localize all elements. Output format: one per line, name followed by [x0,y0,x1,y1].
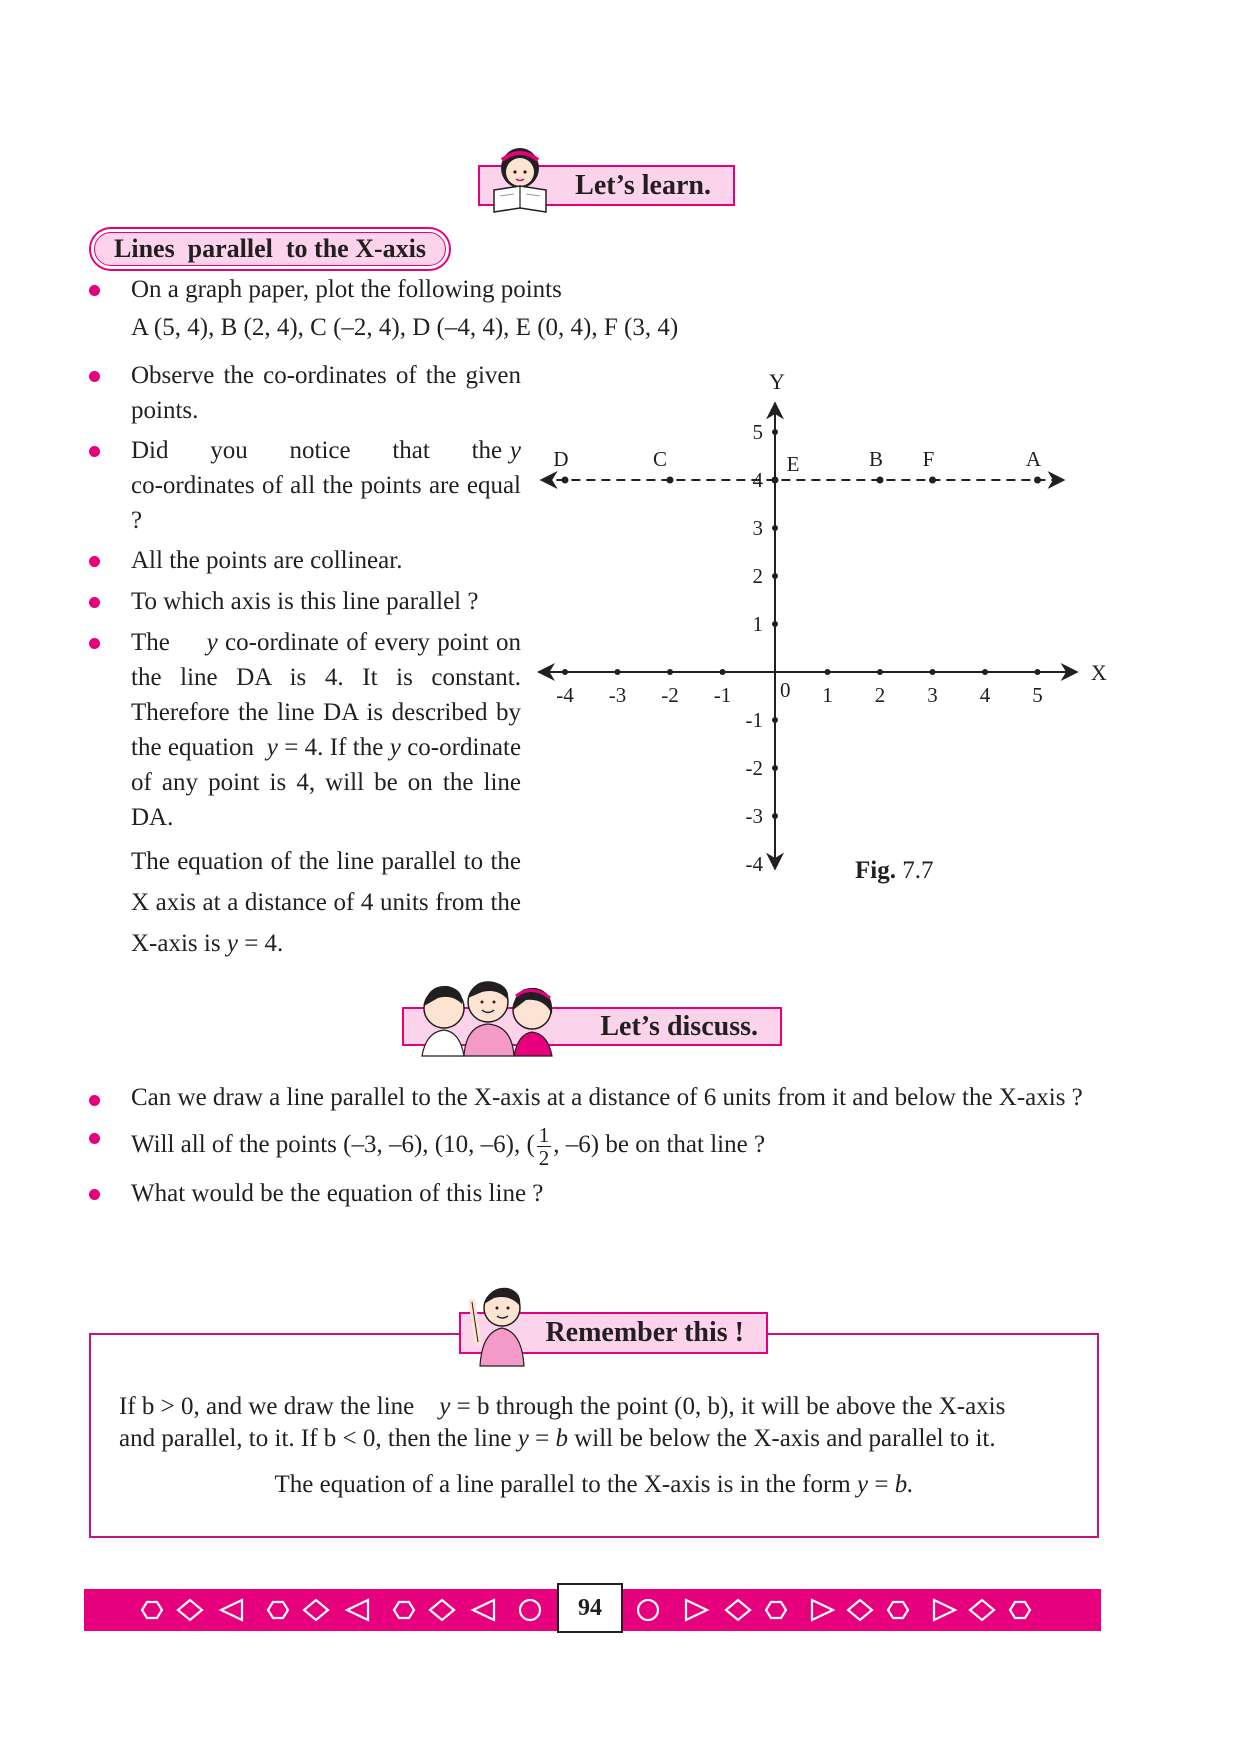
x-tick-mark [877,669,883,675]
y-tick-mark [772,717,778,723]
y-tick-label: 1 [752,612,763,636]
y-tick-mark [772,813,778,819]
footer-shape-tr [934,1600,955,1620]
point-d [562,477,569,484]
discuss-list [89,1082,1101,1211]
footer-shape-hex [394,1602,414,1618]
bullet-collinear: All the points are collinear. [89,543,521,578]
x-axis-label: X [1090,660,1107,685]
y-tick-mark [772,525,778,531]
x-tick-label: 2 [874,683,886,707]
point-label-b: B [868,447,884,471]
remember-line3: The equation of a line parallel to the X-axis is in the form y = b. [274,1471,914,1498]
point-label-a: A [1025,447,1042,471]
footer-shape-hex [142,1602,162,1618]
y-tick-mark [772,573,778,579]
y-tick-mark [772,861,778,867]
x-tick-mark [930,669,936,675]
y-tick-label: 5 [752,420,763,444]
y-tick-label: 4 [752,468,763,492]
y-axis-label: Y [769,369,785,395]
remember-box [89,1333,1099,1538]
intro-line2: A (5, 4), B (2, 4), C (–2, 4), D (–4, 4), E (0, 4), F (3, 4) [131,314,679,341]
y-tick-label: -2 [745,756,763,780]
x-tick-mark [562,669,568,675]
point-label-e: E [786,452,800,476]
fraction-one-half: $\frac{1}{2}$ [538,1122,550,1170]
footer-shape-dia [178,1600,202,1620]
footer-shape-tl [347,1600,368,1620]
intro-item [89,272,789,345]
y-tick-label: -3 [745,804,763,828]
bullet-did-notice: Did you notice that the y co-ordinates of all the points are equal ? [89,433,521,538]
point-label-f: F [922,447,935,471]
figure-caption: Fig. 7.7 [855,857,934,884]
remember-title: Remember this ! [545,1317,744,1348]
footer-shape-dia [970,1600,994,1620]
x-tick-mark [982,669,988,675]
origin-label: 0 [780,678,791,702]
x-tick-mark [615,669,621,675]
x-tick-label: -2 [661,683,679,707]
y-tick-mark [772,429,778,435]
point-b [877,477,884,484]
x-tick-mark [720,669,726,675]
point-c [667,477,674,484]
footer-shape-hex [1010,1602,1030,1618]
discuss-q1: Can we draw a line parallel to the X-axis at a distance of 6 units from it and below the X-axis ? [89,1082,1101,1114]
y-tick-label: 3 [752,516,763,540]
children-discussing-illustration [414,976,564,1056]
x-tick-label: -4 [556,683,574,707]
girl-reading-illustration [486,146,554,216]
footer-shape-dia [848,1600,872,1620]
x-tick-mark [1035,669,1041,675]
x-tick-label: 1 [822,683,833,707]
boy-pointing-illustration [464,1282,532,1366]
y-tick-label: 2 [752,564,763,588]
point-f [929,477,936,484]
bullet-which-axis: To which axis is this line parallel ? [89,584,521,619]
y-tick-mark [772,765,778,771]
x-tick-label: -3 [608,683,627,707]
point-e [772,477,779,484]
observation-list [89,358,521,964]
intro-line1: On a graph paper, plot the following points [131,276,562,303]
discuss-q2: Will all of the points (–3, –6), (10, –6), ( $\frac{1}{2}$ , –6) be on that line ? [89,1120,1101,1170]
remember-line2: and parallel, to it. If b < 0, then the line y = b will be below the X-axis and parallel to it. [119,1425,996,1452]
footer-shape-hex [888,1602,908,1618]
lets-discuss-title: Let’s discuss. [600,1010,758,1042]
footer-shape-dia [304,1600,328,1620]
x-tick-label: 4 [979,683,991,707]
footer-shape-hex [268,1602,288,1618]
x-tick-label: -1 [713,683,732,707]
lets-learn-title: Let’s learn. [575,169,711,201]
footer-shape-tl [221,1600,242,1620]
footer-shape-hex [766,1602,786,1618]
point-label-c: C [652,447,668,471]
x-tick-label: 5 [1032,683,1043,707]
x-tick-label: 3 [927,683,938,707]
x-tick-mark [825,669,831,675]
footer-shape-tr [812,1600,833,1620]
footer-shape-dia [430,1600,454,1620]
point-a [1034,477,1041,484]
section-title: Lines parallel to the X-axis [114,234,426,263]
y-tick-label: -1 [745,708,763,732]
footer-shape-circ [638,1600,658,1620]
footer-shape-circ [520,1600,540,1620]
bullet-every-point: The y co-ordinate of every point on the line DA is 4. It is constant. Therefore the line DA is described by the equation y = 4. If the y co-ordinate of any point is 4, will be on the line DA. [89,625,521,835]
y-tick-mark [772,621,778,627]
footer-shape-tl [473,1600,494,1620]
discuss-q3: What would be the equation of this line ? [89,1176,1101,1211]
section-title-pill [89,227,451,271]
equation-paragraph: The equation of the line parallel to the X axis at a distance of 4 units from the X-axis is y = 4. [131,848,521,957]
intro-list [89,272,789,345]
y-tick-label: -4 [745,852,763,876]
coordinate-graph [525,355,1107,900]
footer-shape-dia [726,1600,750,1620]
page-number: 94 [557,1583,623,1633]
remember-line1: If b > 0, and we draw the line y = b through the point (0, b), it will be above the X-axis [119,1393,1006,1420]
footer-shape-tr [686,1600,707,1620]
point-label-d: D [553,447,569,471]
x-tick-mark [667,669,673,675]
bullet-observe: Observe the co-ordinates of the given points. [89,358,521,428]
